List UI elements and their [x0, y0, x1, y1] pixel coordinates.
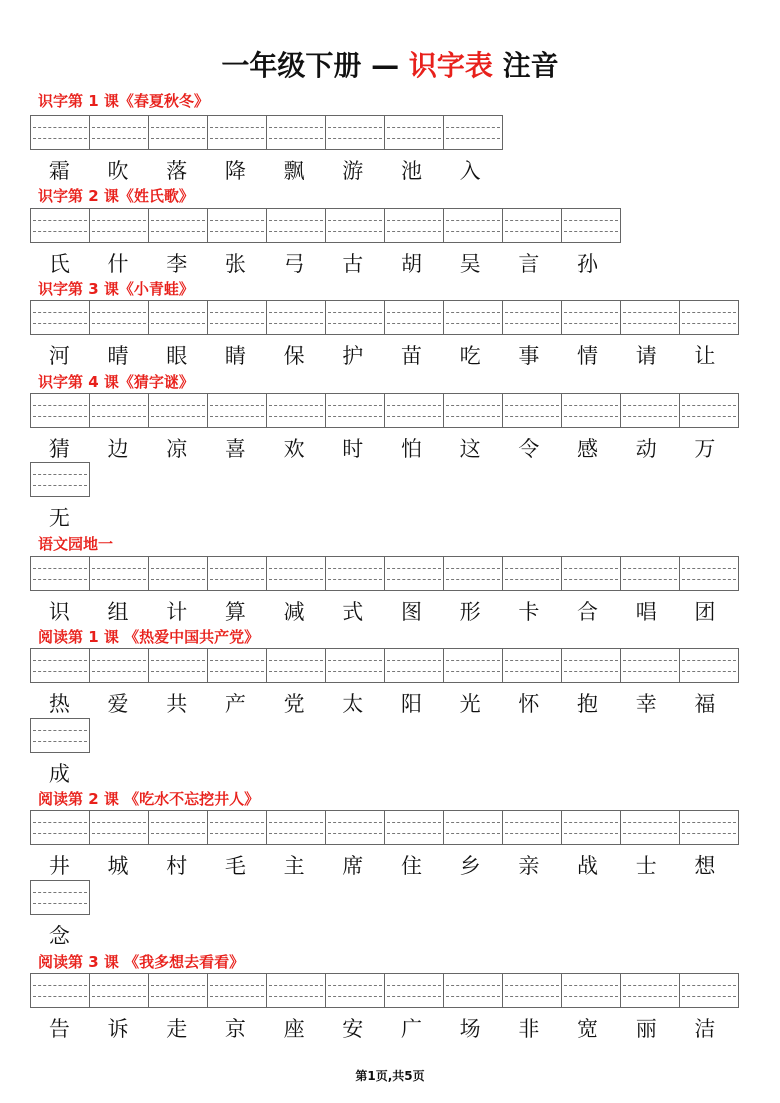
page-title [0, 46, 780, 86]
hanzi-character: 住 [400, 854, 422, 878]
pinyin-writing-cell[interactable] [30, 718, 90, 753]
pinyin-writing-cell[interactable] [325, 115, 385, 150]
pinyin-writing-cell[interactable] [679, 300, 739, 335]
pinyin-writing-cell[interactable] [679, 973, 739, 1008]
pinyin-grid-row [30, 556, 738, 591]
pinyin-writing-cell[interactable] [384, 208, 444, 243]
hanzi-character: 降 [224, 159, 246, 183]
hanzi-character: 保 [283, 344, 305, 368]
hanzi-character: 苗 [400, 344, 422, 368]
hanzi-character: 党 [283, 692, 305, 716]
hanzi-character: 古 [342, 252, 364, 276]
pinyin-writing-cell[interactable] [207, 300, 267, 335]
hanzi-character: 入 [459, 159, 481, 183]
pinyin-writing-cell[interactable] [620, 556, 680, 591]
hanzi-character: 宽 [577, 1017, 599, 1041]
hanzi-character: 洁 [694, 1017, 716, 1041]
hanzi-character: 言 [518, 252, 540, 276]
pinyin-writing-cell[interactable] [561, 393, 621, 428]
page-title-main: 一年级下册 — [221, 49, 409, 82]
hanzi-character: 爱 [107, 692, 129, 716]
character-row [30, 849, 734, 883]
hanzi-character: 弓 [283, 252, 305, 276]
pinyin-writing-cell[interactable] [30, 393, 90, 428]
hanzi-character: 毛 [224, 854, 246, 878]
pinyin-writing-cell[interactable] [325, 393, 385, 428]
pinyin-writing-cell[interactable] [148, 393, 208, 428]
pinyin-writing-cell[interactable] [325, 556, 385, 591]
hanzi-character: 主 [283, 854, 305, 878]
hanzi-character: 座 [283, 1017, 305, 1041]
pinyin-grid-row [30, 462, 89, 497]
hanzi-character: 氏 [48, 252, 70, 276]
hanzi-character: 吴 [459, 252, 481, 276]
hanzi-character: 万 [694, 437, 716, 461]
lesson-title: 识字第 1 课《春夏秋冬》 [38, 92, 209, 110]
pinyin-writing-cell[interactable] [620, 973, 680, 1008]
pinyin-writing-cell[interactable] [30, 556, 90, 591]
lesson-title: 阅读第 2 课 《吃水不忘挖井人》 [38, 790, 260, 808]
character-row [30, 687, 734, 721]
pinyin-writing-cell[interactable] [325, 300, 385, 335]
pinyin-writing-cell[interactable] [89, 208, 149, 243]
hanzi-character: 喜 [224, 437, 246, 461]
hanzi-character: 凉 [166, 437, 188, 461]
hanzi-character: 令 [518, 437, 540, 461]
hanzi-character: 欢 [283, 437, 305, 461]
pinyin-writing-cell[interactable] [679, 393, 739, 428]
hanzi-character: 广 [400, 1017, 422, 1041]
pinyin-writing-cell[interactable] [561, 973, 621, 1008]
hanzi-character: 事 [518, 344, 540, 368]
pinyin-writing-cell[interactable] [325, 208, 385, 243]
hanzi-character: 动 [635, 437, 657, 461]
pinyin-writing-cell[interactable] [384, 648, 444, 683]
hanzi-character: 情 [577, 344, 599, 368]
pinyin-writing-cell[interactable] [207, 556, 267, 591]
hanzi-character: 孙 [577, 252, 599, 276]
pinyin-writing-cell[interactable] [266, 556, 326, 591]
hanzi-character: 无 [48, 506, 70, 530]
pinyin-grid-row [30, 810, 738, 845]
hanzi-character: 感 [577, 437, 599, 461]
hanzi-character: 什 [107, 252, 129, 276]
pinyin-writing-cell[interactable] [148, 973, 208, 1008]
pinyin-writing-cell[interactable] [30, 462, 90, 497]
hanzi-character: 计 [166, 600, 188, 624]
hanzi-character: 战 [577, 854, 599, 878]
hanzi-character: 请 [635, 344, 657, 368]
hanzi-character: 睛 [224, 344, 246, 368]
pinyin-writing-cell[interactable] [384, 556, 444, 591]
pinyin-writing-cell[interactable] [148, 115, 208, 150]
pinyin-writing-cell[interactable] [679, 556, 739, 591]
hanzi-character: 走 [166, 1017, 188, 1041]
hanzi-character: 护 [342, 344, 364, 368]
pinyin-writing-cell[interactable] [443, 648, 503, 683]
character-row [30, 247, 617, 281]
pinyin-writing-cell[interactable] [207, 208, 267, 243]
pinyin-writing-cell[interactable] [620, 300, 680, 335]
pinyin-writing-cell[interactable] [266, 973, 326, 1008]
pinyin-writing-cell[interactable] [620, 810, 680, 845]
hanzi-character: 团 [694, 600, 716, 624]
hanzi-character: 猜 [48, 437, 70, 461]
hanzi-character: 幸 [635, 692, 657, 716]
pinyin-writing-cell[interactable] [30, 208, 90, 243]
hanzi-character: 这 [459, 437, 481, 461]
hanzi-character: 村 [166, 854, 188, 878]
pinyin-writing-cell[interactable] [325, 973, 385, 1008]
pinyin-writing-cell[interactable] [384, 393, 444, 428]
pinyin-writing-cell[interactable] [207, 115, 267, 150]
hanzi-character: 京 [224, 1017, 246, 1041]
hanzi-character: 算 [224, 600, 246, 624]
pinyin-writing-cell[interactable] [207, 810, 267, 845]
pinyin-writing-cell[interactable] [30, 880, 90, 915]
hanzi-character: 阳 [400, 692, 422, 716]
pinyin-grid-row [30, 115, 502, 150]
pinyin-writing-cell[interactable] [89, 300, 149, 335]
pinyin-writing-cell[interactable] [207, 393, 267, 428]
hanzi-character: 卡 [518, 600, 540, 624]
character-row [30, 757, 89, 791]
pinyin-writing-cell[interactable] [679, 810, 739, 845]
pinyin-writing-cell[interactable] [561, 810, 621, 845]
hanzi-character: 丽 [635, 1017, 657, 1041]
pinyin-writing-cell[interactable] [443, 115, 503, 150]
hanzi-character: 席 [342, 854, 364, 878]
hanzi-character: 光 [459, 692, 481, 716]
hanzi-character: 李 [166, 252, 188, 276]
hanzi-character: 霜 [48, 159, 70, 183]
hanzi-character: 吹 [107, 159, 129, 183]
pinyin-grid-row [30, 973, 738, 1008]
pinyin-grid-row [30, 880, 89, 915]
character-row [30, 501, 89, 535]
lesson-title: 识字第 2 课《姓氏歌》 [38, 187, 194, 205]
pinyin-writing-cell[interactable] [620, 648, 680, 683]
hanzi-character: 张 [224, 252, 246, 276]
page-title-suffix: 注音 [492, 49, 559, 82]
pinyin-grid-row [30, 718, 89, 753]
pinyin-writing-cell[interactable] [148, 300, 208, 335]
pinyin-writing-cell[interactable] [89, 393, 149, 428]
page-title-highlight: 识字表 [408, 49, 493, 82]
pinyin-writing-cell[interactable] [502, 393, 562, 428]
lesson-title: 阅读第 3 课 《我多想去看看》 [38, 953, 245, 971]
hanzi-character: 诉 [107, 1017, 129, 1041]
pinyin-writing-cell[interactable] [266, 208, 326, 243]
pinyin-writing-cell[interactable] [384, 810, 444, 845]
hanzi-character: 唱 [635, 600, 657, 624]
pinyin-writing-cell[interactable] [89, 115, 149, 150]
pinyin-writing-cell[interactable] [148, 648, 208, 683]
hanzi-character: 合 [577, 600, 599, 624]
pinyin-writing-cell[interactable] [384, 115, 444, 150]
hanzi-character: 非 [518, 1017, 540, 1041]
pinyin-writing-cell[interactable] [325, 648, 385, 683]
pinyin-writing-cell[interactable] [266, 648, 326, 683]
pinyin-writing-cell[interactable] [384, 973, 444, 1008]
hanzi-character: 池 [400, 159, 422, 183]
pinyin-grid-row [30, 208, 620, 243]
pinyin-writing-cell[interactable] [620, 393, 680, 428]
hanzi-character: 怕 [400, 437, 422, 461]
pinyin-writing-cell[interactable] [502, 208, 562, 243]
pinyin-writing-cell[interactable] [443, 208, 503, 243]
hanzi-character: 太 [342, 692, 364, 716]
pinyin-writing-cell[interactable] [443, 810, 503, 845]
hanzi-character: 怀 [518, 692, 540, 716]
character-row [30, 432, 734, 466]
pinyin-writing-cell[interactable] [266, 393, 326, 428]
pinyin-writing-cell[interactable] [561, 300, 621, 335]
pinyin-writing-cell[interactable] [148, 810, 208, 845]
hanzi-character: 抱 [577, 692, 599, 716]
pinyin-writing-cell[interactable] [30, 300, 90, 335]
pinyin-writing-cell[interactable] [148, 556, 208, 591]
hanzi-character: 念 [48, 924, 70, 948]
hanzi-character: 时 [342, 437, 364, 461]
page-footer: 第1页,共5页 [355, 1069, 425, 1083]
pinyin-writing-cell[interactable] [266, 115, 326, 150]
hanzi-character: 共 [166, 692, 188, 716]
pinyin-writing-cell[interactable] [502, 648, 562, 683]
hanzi-character: 减 [283, 600, 305, 624]
hanzi-character: 产 [224, 692, 246, 716]
pinyin-writing-cell[interactable] [502, 810, 562, 845]
hanzi-character: 安 [342, 1017, 364, 1041]
hanzi-character: 告 [48, 1017, 70, 1041]
pinyin-grid-row [30, 300, 738, 335]
pinyin-writing-cell[interactable] [207, 648, 267, 683]
pinyin-writing-cell[interactable] [325, 810, 385, 845]
hanzi-character: 识 [48, 600, 70, 624]
pinyin-writing-cell[interactable] [207, 973, 267, 1008]
pinyin-writing-cell[interactable] [561, 648, 621, 683]
pinyin-writing-cell[interactable] [443, 556, 503, 591]
pinyin-writing-cell[interactable] [679, 648, 739, 683]
pinyin-writing-cell[interactable] [89, 810, 149, 845]
hanzi-character: 士 [635, 854, 657, 878]
hanzi-character: 让 [694, 344, 716, 368]
hanzi-character: 亲 [518, 854, 540, 878]
character-row [30, 1012, 734, 1046]
pinyin-writing-cell[interactable] [502, 556, 562, 591]
hanzi-character: 乡 [459, 854, 481, 878]
hanzi-character: 图 [400, 600, 422, 624]
pinyin-grid-row [30, 393, 738, 428]
hanzi-character: 组 [107, 600, 129, 624]
pinyin-writing-cell[interactable] [30, 115, 90, 150]
pinyin-writing-cell[interactable] [561, 208, 621, 243]
pinyin-writing-cell[interactable] [443, 393, 503, 428]
pinyin-writing-cell[interactable] [384, 300, 444, 335]
hanzi-character: 游 [342, 159, 364, 183]
hanzi-character: 福 [694, 692, 716, 716]
hanzi-character: 形 [459, 600, 481, 624]
hanzi-character: 胡 [400, 252, 422, 276]
character-row [30, 919, 89, 953]
hanzi-character: 落 [166, 159, 188, 183]
pinyin-writing-cell[interactable] [266, 300, 326, 335]
hanzi-character: 边 [107, 437, 129, 461]
pinyin-writing-cell[interactable] [148, 208, 208, 243]
pinyin-writing-cell[interactable] [30, 973, 90, 1008]
hanzi-character: 热 [48, 692, 70, 716]
lesson-title: 阅读第 1 课 《热爱中国共产党》 [38, 628, 260, 646]
pinyin-writing-cell[interactable] [443, 973, 503, 1008]
pinyin-writing-cell[interactable] [89, 556, 149, 591]
pinyin-writing-cell[interactable] [502, 973, 562, 1008]
pinyin-writing-cell[interactable] [502, 300, 562, 335]
hanzi-character: 城 [107, 854, 129, 878]
hanzi-character: 井 [48, 854, 70, 878]
pinyin-writing-cell[interactable] [89, 973, 149, 1008]
hanzi-character: 飘 [283, 159, 305, 183]
pinyin-writing-cell[interactable] [266, 810, 326, 845]
pinyin-writing-cell[interactable] [30, 648, 90, 683]
character-row [30, 339, 734, 373]
pinyin-grid-row [30, 648, 738, 683]
hanzi-character: 式 [342, 600, 364, 624]
hanzi-character: 吃 [459, 344, 481, 368]
lesson-title: 识字第 3 课《小青蛙》 [38, 280, 194, 298]
hanzi-character: 眼 [166, 344, 188, 368]
lesson-title: 识字第 4 课《猜字谜》 [38, 373, 194, 391]
pinyin-writing-cell[interactable] [561, 556, 621, 591]
hanzi-character: 场 [459, 1017, 481, 1041]
pinyin-writing-cell[interactable] [30, 810, 90, 845]
hanzi-character: 晴 [107, 344, 129, 368]
pinyin-writing-cell[interactable] [89, 648, 149, 683]
character-row [30, 154, 500, 188]
lesson-title: 语文园地一 [38, 535, 114, 553]
character-row [30, 595, 734, 629]
hanzi-character: 河 [48, 344, 70, 368]
hanzi-character: 想 [694, 854, 716, 878]
pinyin-writing-cell[interactable] [443, 300, 503, 335]
hanzi-character: 成 [48, 762, 70, 786]
